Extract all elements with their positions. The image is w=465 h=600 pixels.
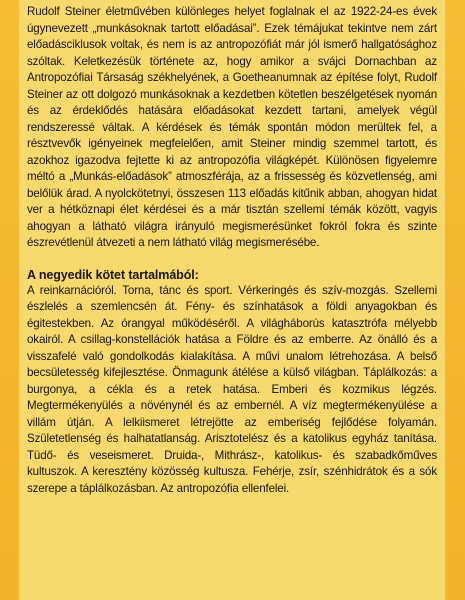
text-panel [19, 0, 445, 600]
contents-heading: A negyedik kötet tartalmából: [27, 267, 199, 282]
contents-paragraph: A reinkarnációról. Torna, tánc és sport. Vérkeringés és szív-mozgás. Szellemi észlelés a szemlencsén át. Fény- és színhatások a földi anyagokban és égitestekben. Az órangyal működéséről. A világháborús katasztrófa mélyebb okairól. A csillag-konstellációk hatása a Földre és az emberre. Az önálló és a visszafelé való gondolkodás kialakítása. A művi unalom létrehozása. A belső becsületesség kifejlesztése. Önmagunk átélése a külső világban. Táplálkozás: a burgonya, a cékla és a retek hatása. Emberi és kozmikus légzés. Megtermékenyülés a növénynél és az embernél. A víz megtermékenyülése a villám útján. A lelkiismeret létrejötte az emberiség fejlődése folyamán. Születetlenség és halhatatlanság. Arisztotelész és a katolikus egyház tanítása. Tüdő- és veseismeret. Druida-, Mithrász-, katolikus- és szabadkőműves kultuszok. A keresztény közösség kultusza. Fehérje, zsír, szénhidrátok és a sók szerepe a táplálkozásban. Az antropozófia ellenfelei. [27, 283, 437, 495]
intro-paragraph: Rudolf Steiner életművében különleges helyet foglalnak el az 1922-24-es évek úgynevezett „munkásoknak tartott előadásai”. Ezek témájukat tekintve nem zárt előadásciklusok voltak, és nem is az antropozófiát már jól ismerő hallgatósághoz szóltak. Keletkezésük története az, hogy amikor a svájci Dornachban az Antropozófiai Társaság székhelyének, a Goetheanumnak az építése folyt, Rudolf Steiner az ott dolgozó munkásoknak a kezdetben kötetlen beszélgetések nyomán és az érdeklődés hatására előadásokat kezdett tartani, amelyek végül rendszeressé váltak. A kérdések és témák spontán módon merültek fel, a résztvevők igényeinek megfelelően, amit Steiner mindig szemmel tartott, és azokhoz igazodva fejtette ki az antropozófia világképét. Különösen figyelemre méltó a „Munkás-előadások” atmoszférája, az a frissesség és közvetlenség, ami belőlük árad. A nyolckötetnyi, összesen 113 előadás kitűnik abban, ahogyan hidat ver a hétköznapi élet kérdései és a már tisztán szellemi témák között, vagyis ahogyan a látható világra irányuló megismerésünket fokról fokra és szinte észrevétlenül átvezeti a nem látható világ megismerésébe. [27, 5, 437, 249]
